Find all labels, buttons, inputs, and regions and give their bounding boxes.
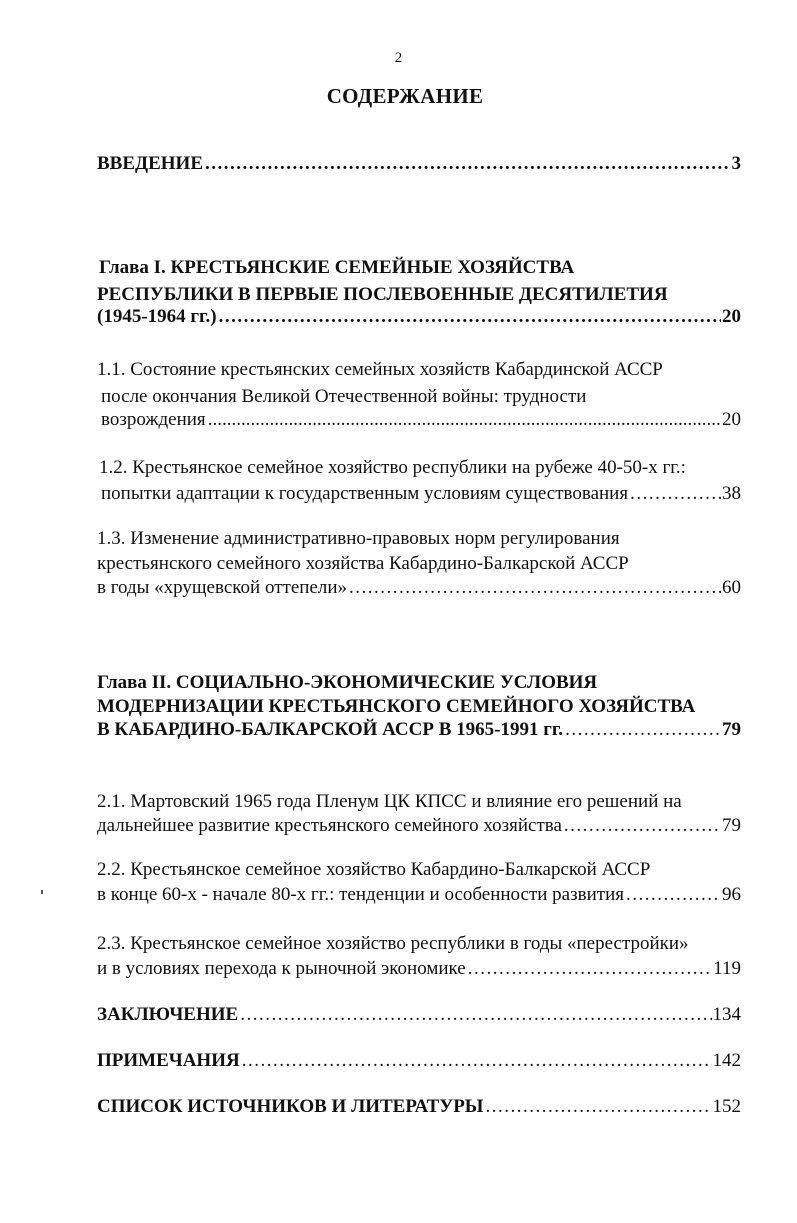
toc-page-number: 96	[722, 884, 741, 905]
toc-page-number: 152	[712, 1096, 741, 1117]
toc-entry-label: СПИСОК ИСТОЧНИКОВ И ЛИТЕРАТУРЫ	[97, 1096, 484, 1117]
section-1-3-line[interactable]: крестьянского семейного хозяйства Кабардино-Балкарской АССР	[97, 553, 629, 574]
dot-leader	[349, 574, 721, 602]
chapter-1-heading-line[interactable]: РЕСПУБЛИКИ В ПЕРВЫЕ ПОСЛЕВОЕННЫЕ ДЕСЯТИЛЕТИЯ	[97, 284, 668, 305]
dot-leader	[240, 1001, 711, 1029]
toc-entry-section-1-3[interactable]	[97, 574, 741, 602]
page-title: СОДЕРЖАНИЕ	[326, 84, 484, 108]
toc-entry-label: возрождения	[101, 409, 206, 430]
toc-page-number: 20	[722, 409, 741, 430]
toc-entry-conclusion[interactable]	[97, 1001, 741, 1029]
section-1-2-line[interactable]: 1.2. Крестьянское семейное хозяйство республики на рубеже 40-50-х гг.:	[99, 457, 686, 478]
toc-entry-label: (1945-1964 гг.)	[97, 306, 217, 327]
section-2-1-line[interactable]: 2.1. Мартовский 1965 года Пленум ЦК КПСС и влияние его решений на	[97, 791, 682, 812]
section-2-3-line[interactable]: 2.3. Крестьянское семейное хозяйство республики в годы «перестройки»	[97, 933, 689, 954]
toc-entry-sources[interactable]	[97, 1093, 741, 1121]
toc-entry-section-2-3[interactable]	[97, 955, 741, 983]
dot-leader	[565, 716, 721, 744]
toc-entry-label: В КАБАРДИНО-БАЛКАРСКОЙ АССР В 1965-1991 гг.	[97, 719, 564, 740]
toc-page-number: 20	[722, 306, 741, 327]
section-1-1-line[interactable]: 1.1. Состояние крестьянских семейных хозяйств Кабардинской АССР	[97, 359, 663, 380]
toc-page-number: 60	[722, 577, 741, 598]
dot-leader	[485, 1093, 711, 1121]
toc-entry-chapter-1[interactable]	[97, 303, 741, 331]
scan-artifact	[41, 890, 43, 894]
dot-leader	[219, 303, 721, 331]
toc-entry-section-1-2[interactable]	[101, 480, 741, 508]
section-1-1-line[interactable]: после окончания Великой Отечественной войны: трудности	[101, 386, 587, 407]
toc-entry-label: в конце 60-х - начале 80-х гг.: тенденции и особенности развития	[97, 884, 624, 905]
toc-entry-label: попытки адаптации к государственным условиям существования	[101, 483, 629, 504]
toc-page-number: 134	[712, 1004, 741, 1025]
chapter-2-heading-line[interactable]: МОДЕРНИЗАЦИИ КРЕСТЬЯНСКОГО СЕМЕЙНОГО ХОЗЯЙСТВА	[97, 696, 696, 717]
toc-entry-section-2-2[interactable]	[97, 881, 741, 909]
section-1-3-line[interactable]: 1.3. Изменение административно-правовых норм регулирования	[97, 528, 620, 549]
toc-entry-notes[interactable]	[97, 1047, 741, 1075]
section-2-2-line[interactable]: 2.2. Крестьянское семейное хозяйство Кабардино-Балкарской АССР	[97, 859, 651, 880]
dot-leader	[626, 881, 721, 909]
toc-page-number: 38	[722, 483, 741, 504]
toc-entry-intro[interactable]	[97, 150, 741, 178]
toc-entry-label: ПРИМЕЧАНИЯ	[97, 1050, 240, 1071]
toc-page-number: 142	[712, 1050, 741, 1071]
chapter-2-heading-line[interactable]: Глава II. СОЦИАЛЬНО-ЭКОНОМИЧЕСКИЕ УСЛОВИЯ	[97, 672, 598, 693]
toc-entry-label: дальнейшее развитие крестьянского семейного хозяйства	[97, 815, 562, 836]
toc-entry-section-2-1[interactable]	[97, 812, 741, 840]
dot-leader	[468, 955, 712, 983]
chapter-1-heading-line[interactable]: Глава I. КРЕСТЬЯНСКИЕ СЕМЕЙНЫЕ ХОЗЯЙСТВА	[99, 257, 575, 278]
toc-entry-label: ЗАКЛЮЧЕНИЕ	[97, 1004, 239, 1025]
toc-entry-section-1-1[interactable]	[101, 406, 741, 434]
toc-entry-label: в годы «хрущевской оттепели»	[97, 577, 348, 598]
dot-leader	[205, 150, 731, 178]
toc-page-number: 119	[713, 958, 741, 979]
dot-leader	[208, 406, 721, 434]
dot-leader	[242, 1047, 712, 1075]
toc-entry-chapter-2[interactable]	[97, 716, 741, 744]
dot-leader	[564, 812, 721, 840]
dot-leader	[630, 480, 721, 508]
toc-entry-label: ВВЕДЕНИЕ	[97, 153, 203, 174]
toc-entry-label: и в условиях перехода к рыночной экономике	[97, 958, 466, 979]
toc-page-number: 79	[722, 815, 741, 836]
page-number: 2	[394, 50, 403, 66]
toc-page-number: 3	[731, 153, 741, 174]
toc-page-number: 79	[722, 719, 741, 740]
